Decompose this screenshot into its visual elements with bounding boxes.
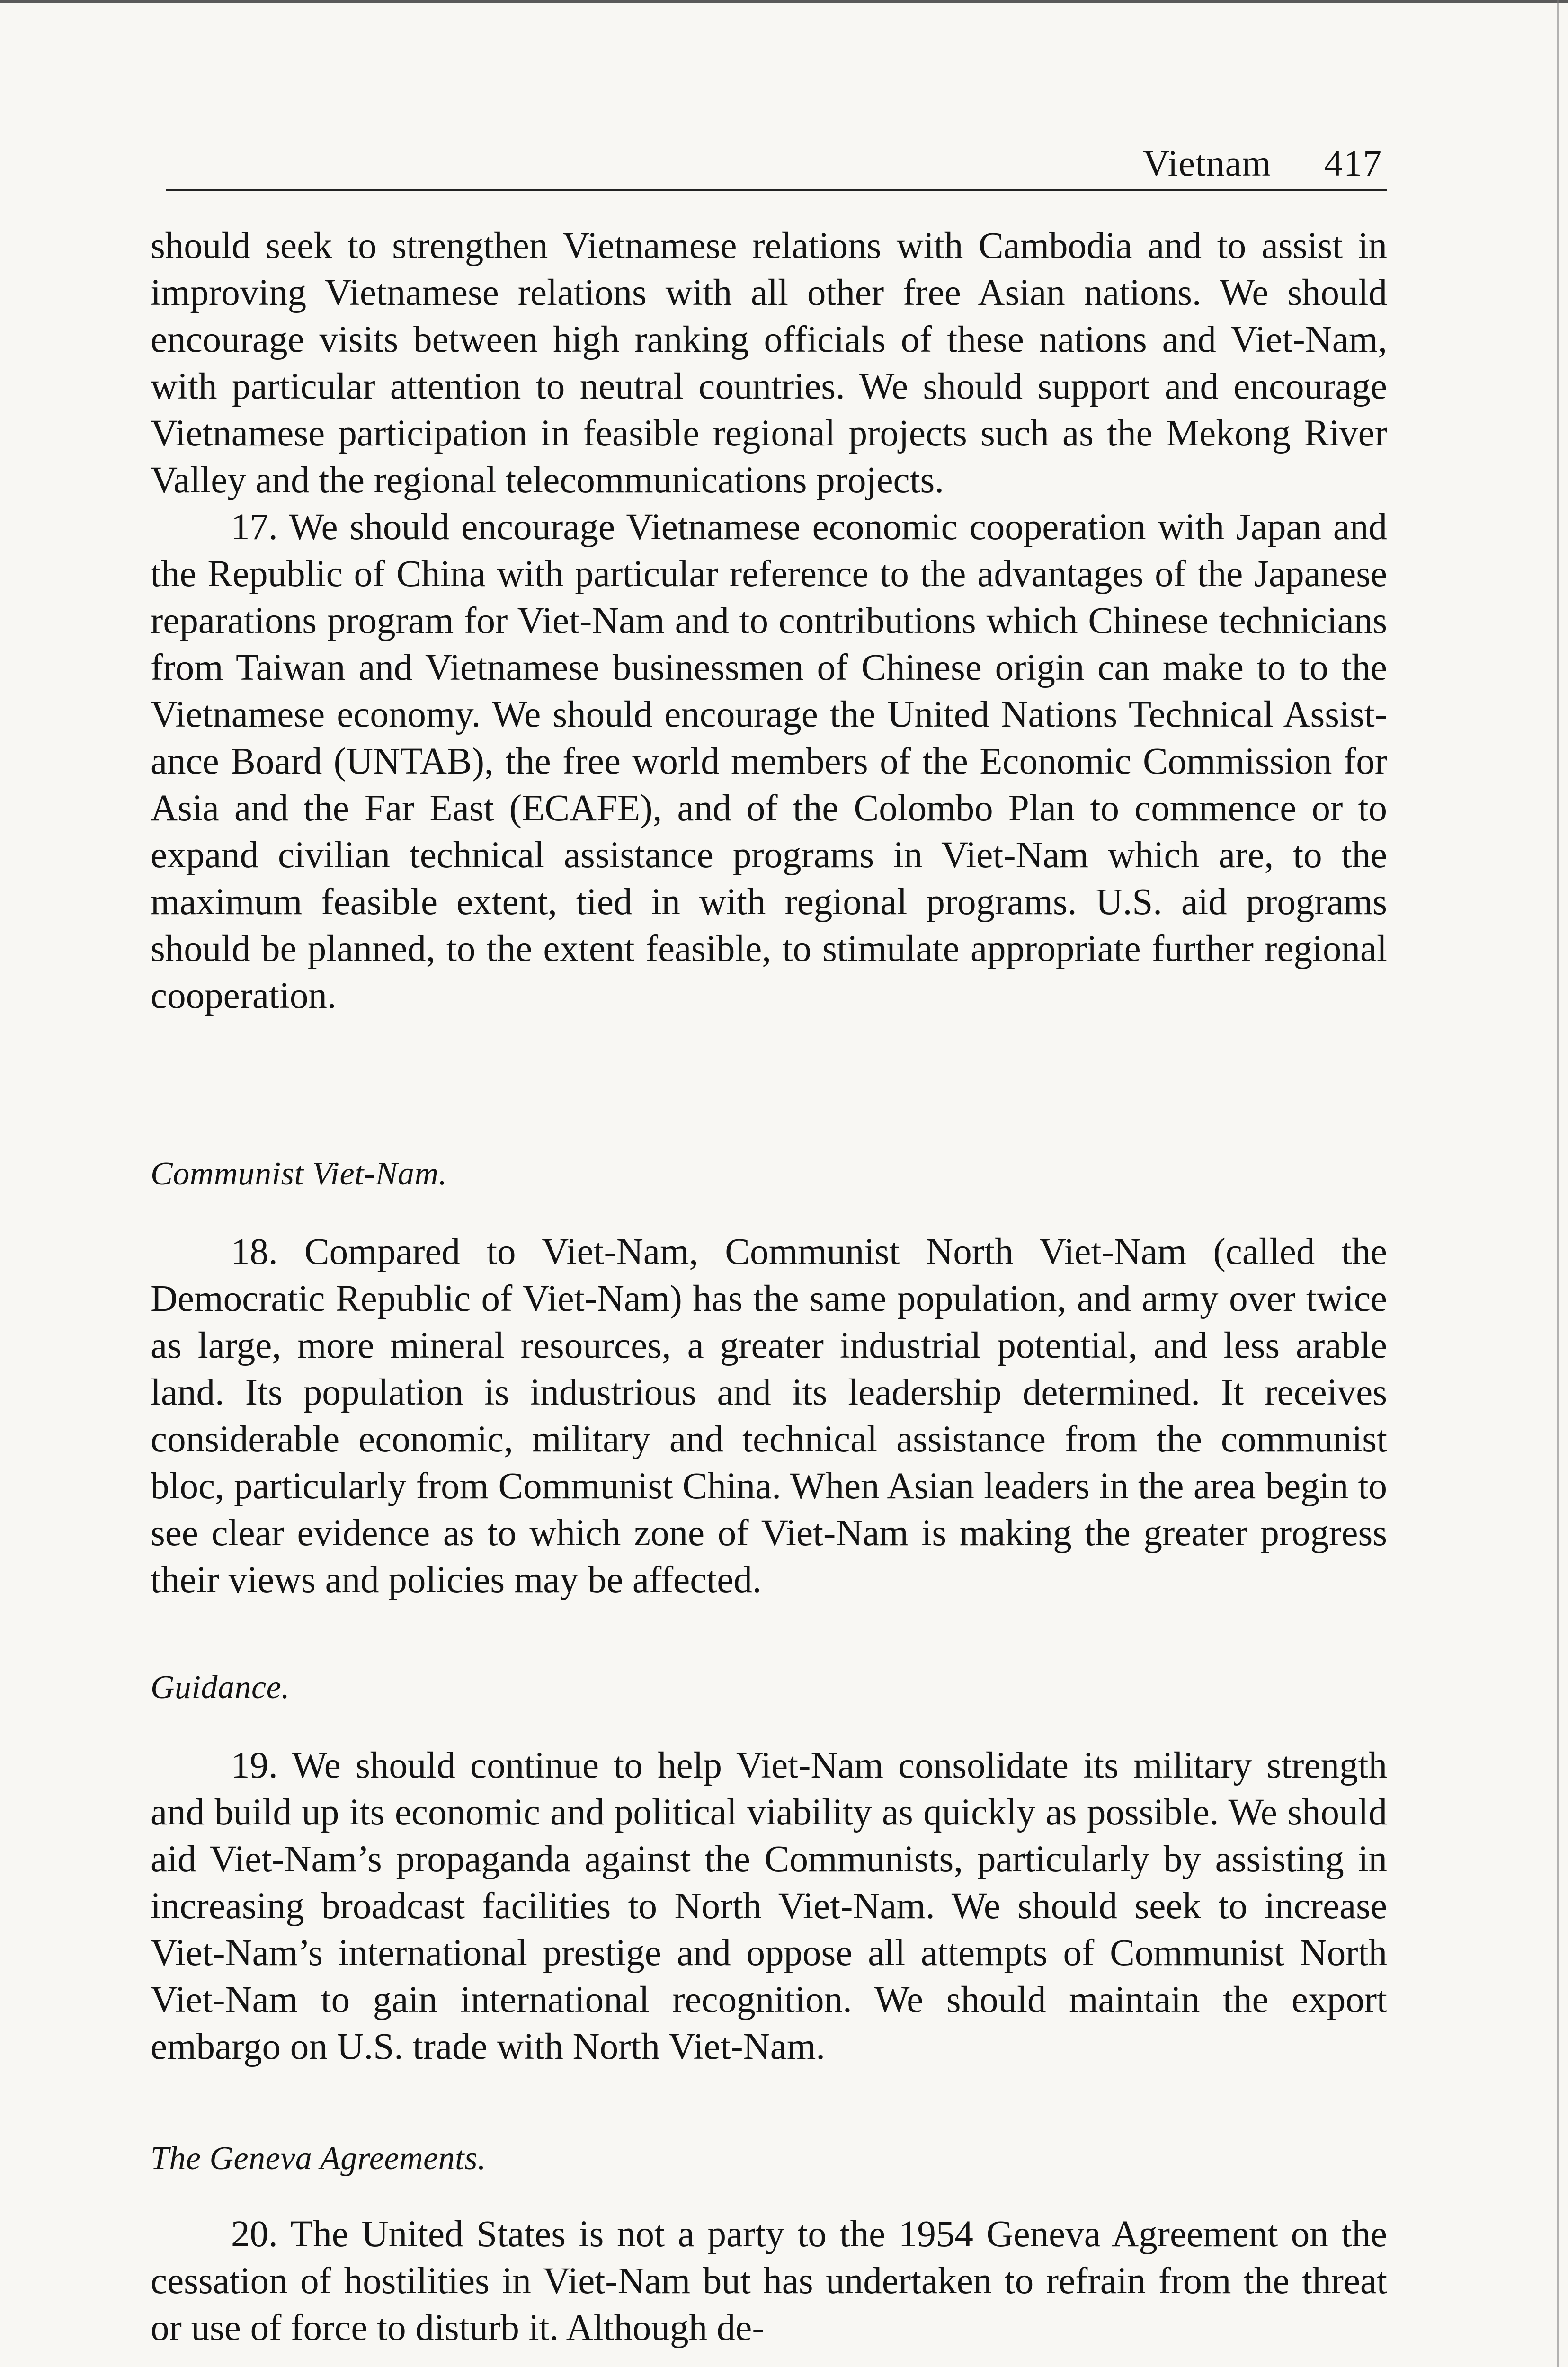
paragraph-19: 19. We should continue to help Viet-Nam consolidate its military strength and build up its economic and political viability as quickly as possible. We should aid Viet-Nam’s propaganda against the Communists, particularly by assisting in increasing broadcast facilities to North Viet-Nam. We should seek to increase Viet-Nam’s international prestige and oppose all attempts of Communist North Viet-Nam to gain international recognition. We should maintain the export embargo on U.S. trade with North Viet-Nam. (151, 1745, 1387, 2067)
body-text-top (151, 222, 1387, 1019)
section-guidance-text (151, 1742, 1387, 2070)
running-header-title: Vietnam (1143, 142, 1271, 184)
page-number: 417 (1324, 142, 1382, 184)
paragraph-18: 18. Compared to Viet-Nam, Communist North Viet-Nam (called the Democratic Republic of Viet-Nam) has the same population, and army over twice as large, more mineral resources, a greater industrial potential, and less arable land. Its population is industrious and its leadership determined. It receives considerable economic, military and technical assistance from the communist bloc, particularly from Communist China. When Asian leaders in the area begin to see clear evidence as to which zone of Viet-Nam is making the greater progress their views and policies may be affected. (151, 1231, 1387, 1601)
page-right-edge (1557, 0, 1559, 2367)
paragraph-17: 17. We should encourage Vietnamese economic cooperation with Japan and the Republic of China with particular reference to the advantages of the Japanese reparations program for Viet-Nam and to contributions which Chinese technicians from Taiwan and Vietnamese businessmen of Chinese origin can make to to the Vietnamese economy. We should encourage the United Nations Technical Assistance Board (UNTAB), the free world members of the Economic Commission for Asia and the Far East (ECAFE), and of the Colombo Plan to commence or to expand civilian technical assistance programs in Viet-Nam which are, to the maximum feasible extent, tied in with regional programs. U.S. aid programs should be planned, to the extent feasible, to stimulate appropriate further regional cooperation. (151, 507, 1387, 1016)
heading-guidance: Guidance. (151, 1669, 290, 1706)
paragraph-20: 20. The United States is not a party to the 1954 Geneva Agreement on the cessation of hostilities in Viet-Nam but has undertaken to refrain from the threat or use of force to disturb it. Although de- (151, 2214, 1387, 2349)
section-geneva-text (151, 2211, 1387, 2351)
paragraph-16-continued: should seek to strengthen Vietnamese relations with Cambodia and to assist in improving Vietnamese relations with all other free Asian nations. We should encourage visits between high ranking officials of these nations and Viet-Nam, with particular attention to neutral countries. We should support and encourage Vietnamese participation in feasible regional projects such as the Mekong River Valley and the regional telecommunications projects. (151, 225, 1387, 501)
heading-geneva-agreements: The Geneva Agreements. (151, 2140, 486, 2177)
heading-communist-viet-nam: Communist Viet-Nam. (151, 1156, 447, 1192)
running-header (166, 142, 1387, 191)
page-top-edge (0, 0, 1568, 3)
section-communist-text (151, 1228, 1387, 1603)
